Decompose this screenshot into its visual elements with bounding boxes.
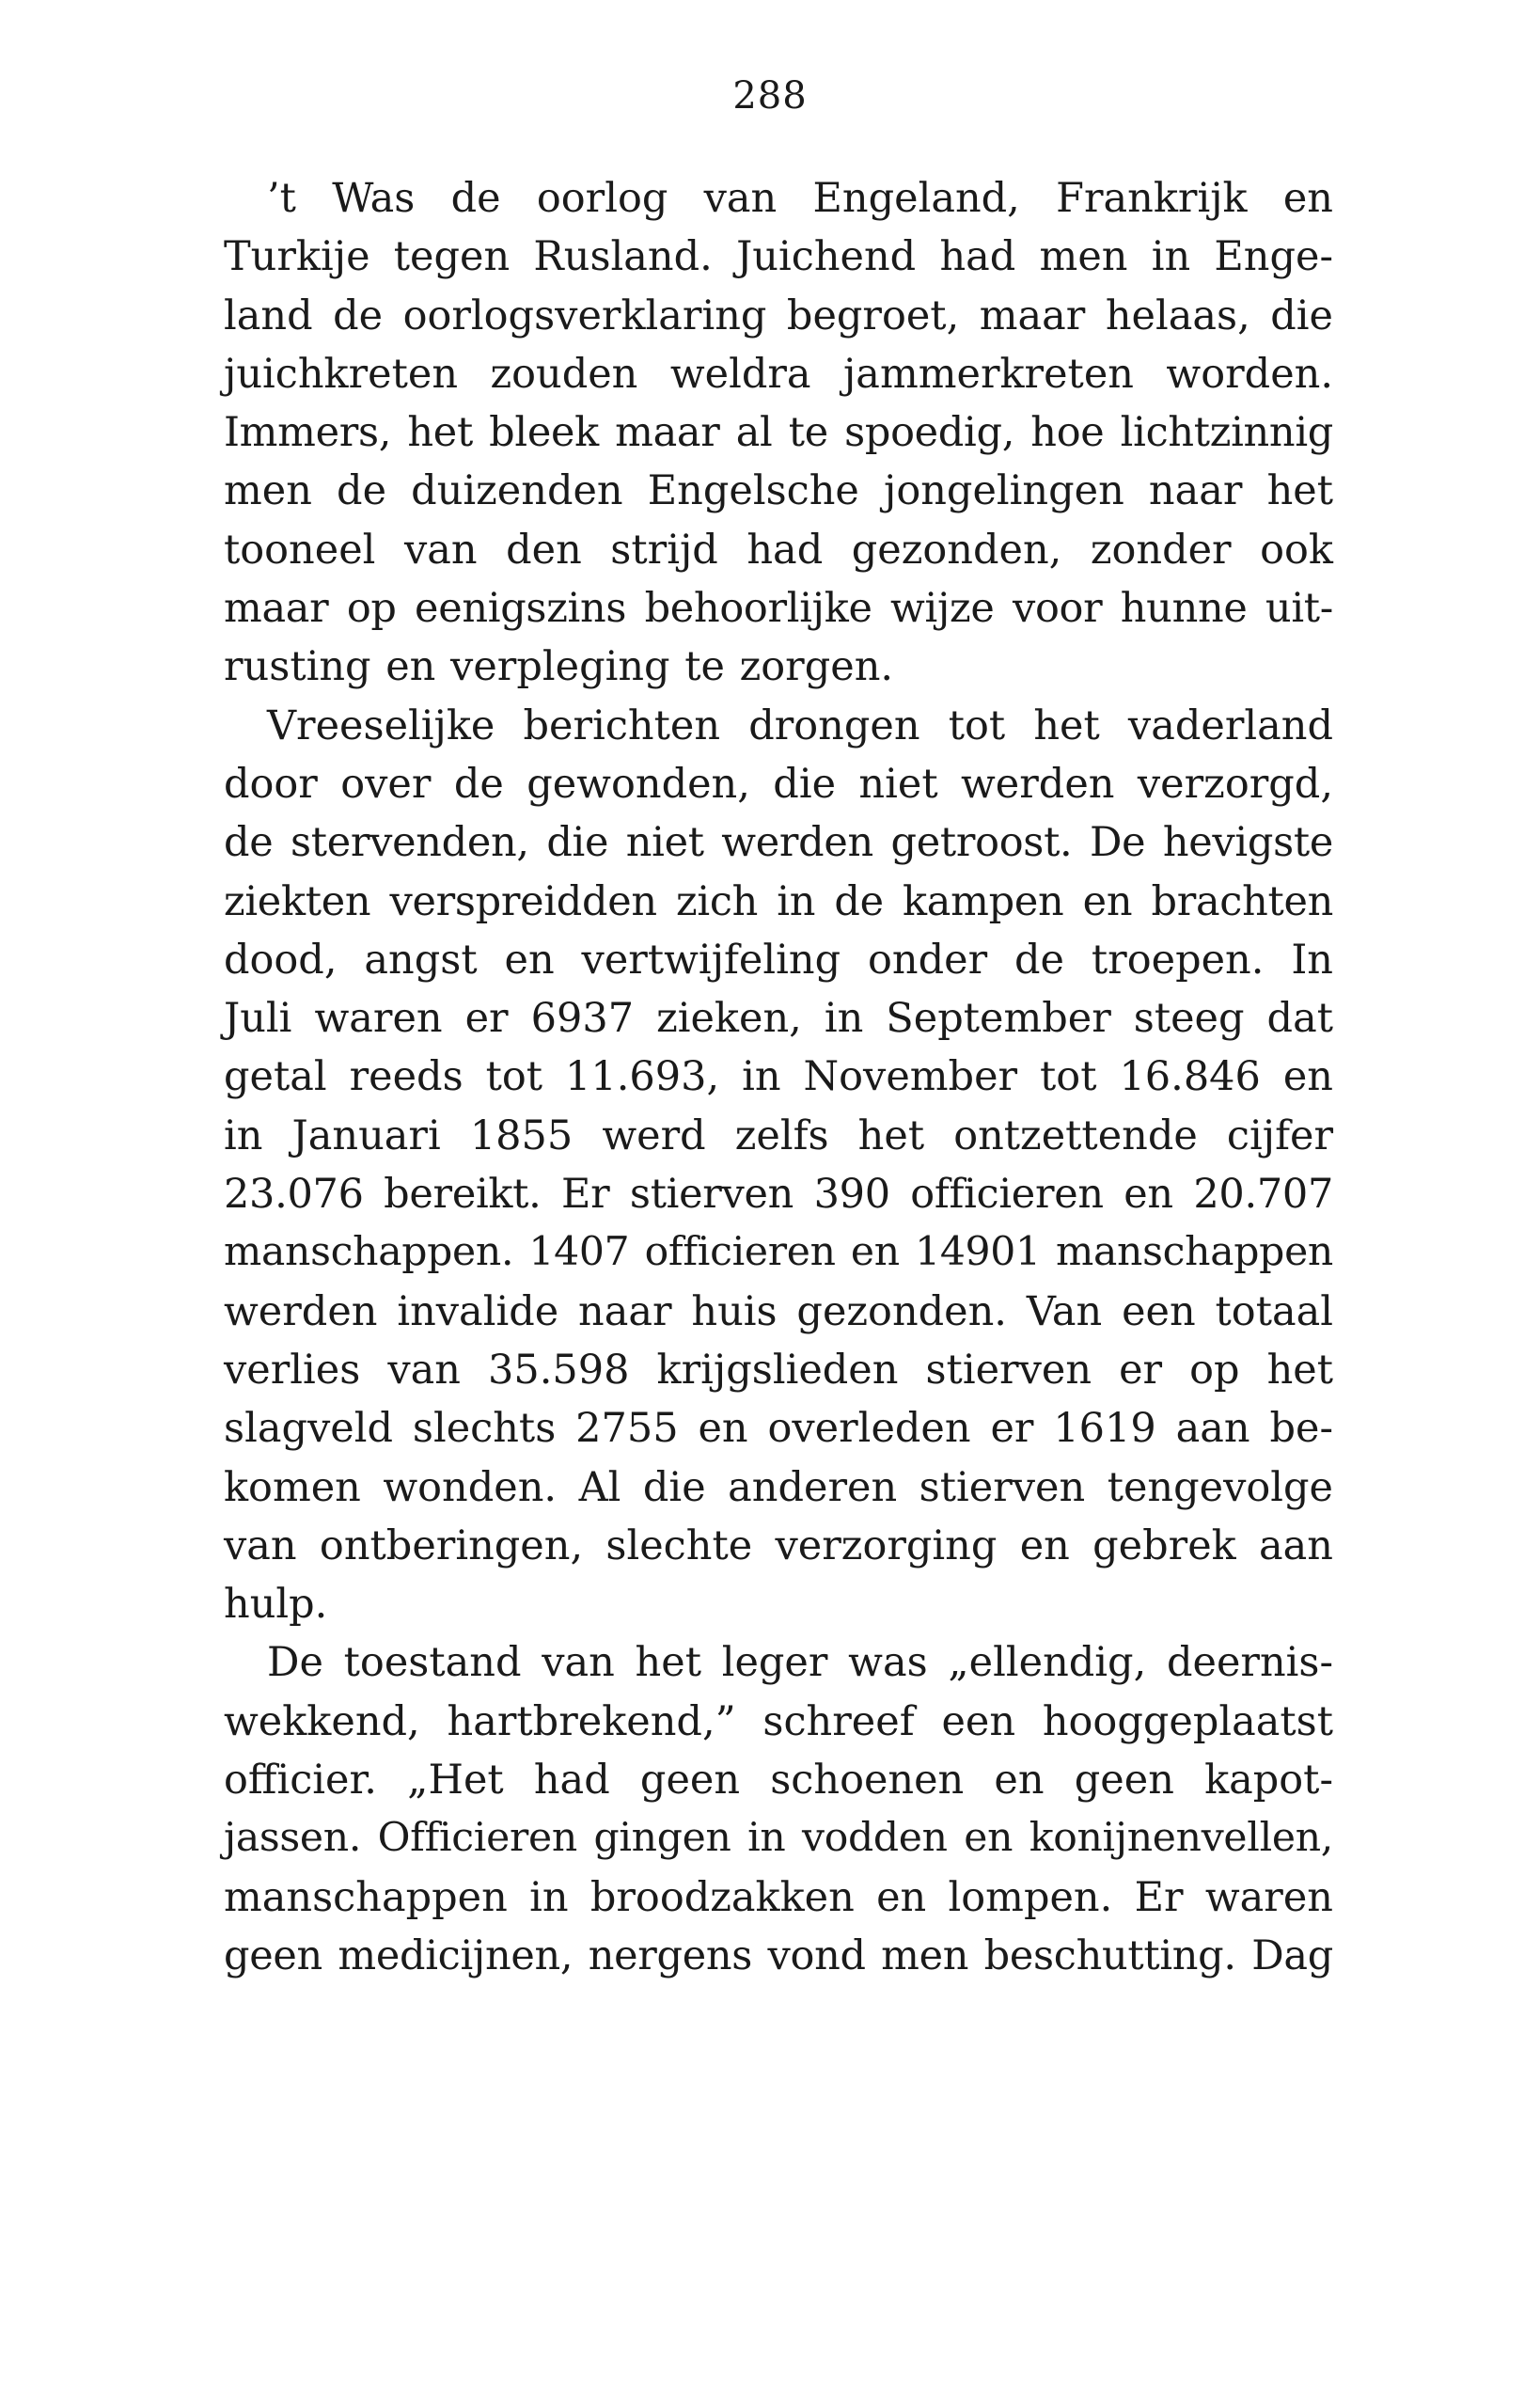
text-line: dood, angst en vertwijfeling onder de troepen. In (224, 936, 1333, 984)
text-line: manschappen in broodzakken en lompen. Er waren (224, 1873, 1333, 1921)
text-line: ’t Was de oorlog van Engeland, Frankrijk en (267, 175, 1333, 222)
text-line: manschappen. 1407 officieren en 14901 manschappen (224, 1229, 1333, 1276)
text-line: slagveld slechts 2755 en overleden er 1619 aan be- (224, 1405, 1333, 1453)
text-line: geen medicijnen, nergens vond men beschutting. Dag (224, 1931, 1333, 1979)
text-line: tooneel van den strijd had gezonden, zonder ook (224, 526, 1333, 574)
text-line: Juli waren er 6937 zieken, in September steeg dat (224, 995, 1333, 1043)
text-line: door over de gewonden, die niet werden verzorgd, (224, 760, 1333, 808)
text-line: Turkije tegen Rusland. Juichend had men in Enge- (224, 233, 1333, 281)
text-line: Vreeselijke berichten drongen tot het vaderland (267, 701, 1333, 749)
text-line: land de oorlogsverklaring begroet, maar helaas, die (224, 292, 1333, 339)
text-line: Immers, het bleek maar al te spoedig, hoe lichtzinnig (224, 409, 1333, 457)
text-line: rusting en verpleging te zorgen. (224, 643, 894, 691)
body-text (224, 169, 1333, 1985)
text-line: juichkreten zouden weldra jammerkreten worden. (224, 350, 1333, 398)
text-line: De toestand van het leger was „ellendig, deernis- (267, 1639, 1333, 1687)
text-line: ziekten verspreidden zich in de kampen en brachten (224, 877, 1333, 925)
text-line: van ontberingen, slechte verzorging en gebrek aan (224, 1521, 1333, 1569)
page-number: 288 (732, 74, 808, 118)
text-line: 23.076 bereikt. Er stierven 390 officieren en 20.707 (224, 1171, 1333, 1219)
text-line: men de duizenden Engelsche jongelingen naar het (224, 467, 1333, 515)
text-line: in Januari 1855 werd zelfs het ontzettende cijfer (224, 1111, 1333, 1159)
text-line: verlies van 35.598 krijgslieden stierven er op het (224, 1346, 1333, 1394)
text-line: de stervenden, die niet werden getroost. De hevigste (224, 819, 1333, 867)
text-line: maar op eenigszins behoorlijke wijze voor hunne uit- (224, 585, 1333, 633)
text-line: officier. „Het had geen schoenen en geen kapot- (224, 1757, 1333, 1805)
text-line: werden invalide naar huis gezonden. Van een totaal (224, 1287, 1333, 1335)
text-line: wekkend, hartbrekend,” schreef een hooggeplaatst (224, 1697, 1333, 1745)
text-line: komen wonden. Al die anderen stierven tengevolge (224, 1463, 1333, 1511)
text-line: getal reeds tot 11.693, in November tot 16.846 en (224, 1053, 1333, 1101)
text-line: hulp. (224, 1581, 328, 1629)
text-line: jassen. Officieren gingen in vodden en konijnenvellen, (224, 1815, 1333, 1862)
